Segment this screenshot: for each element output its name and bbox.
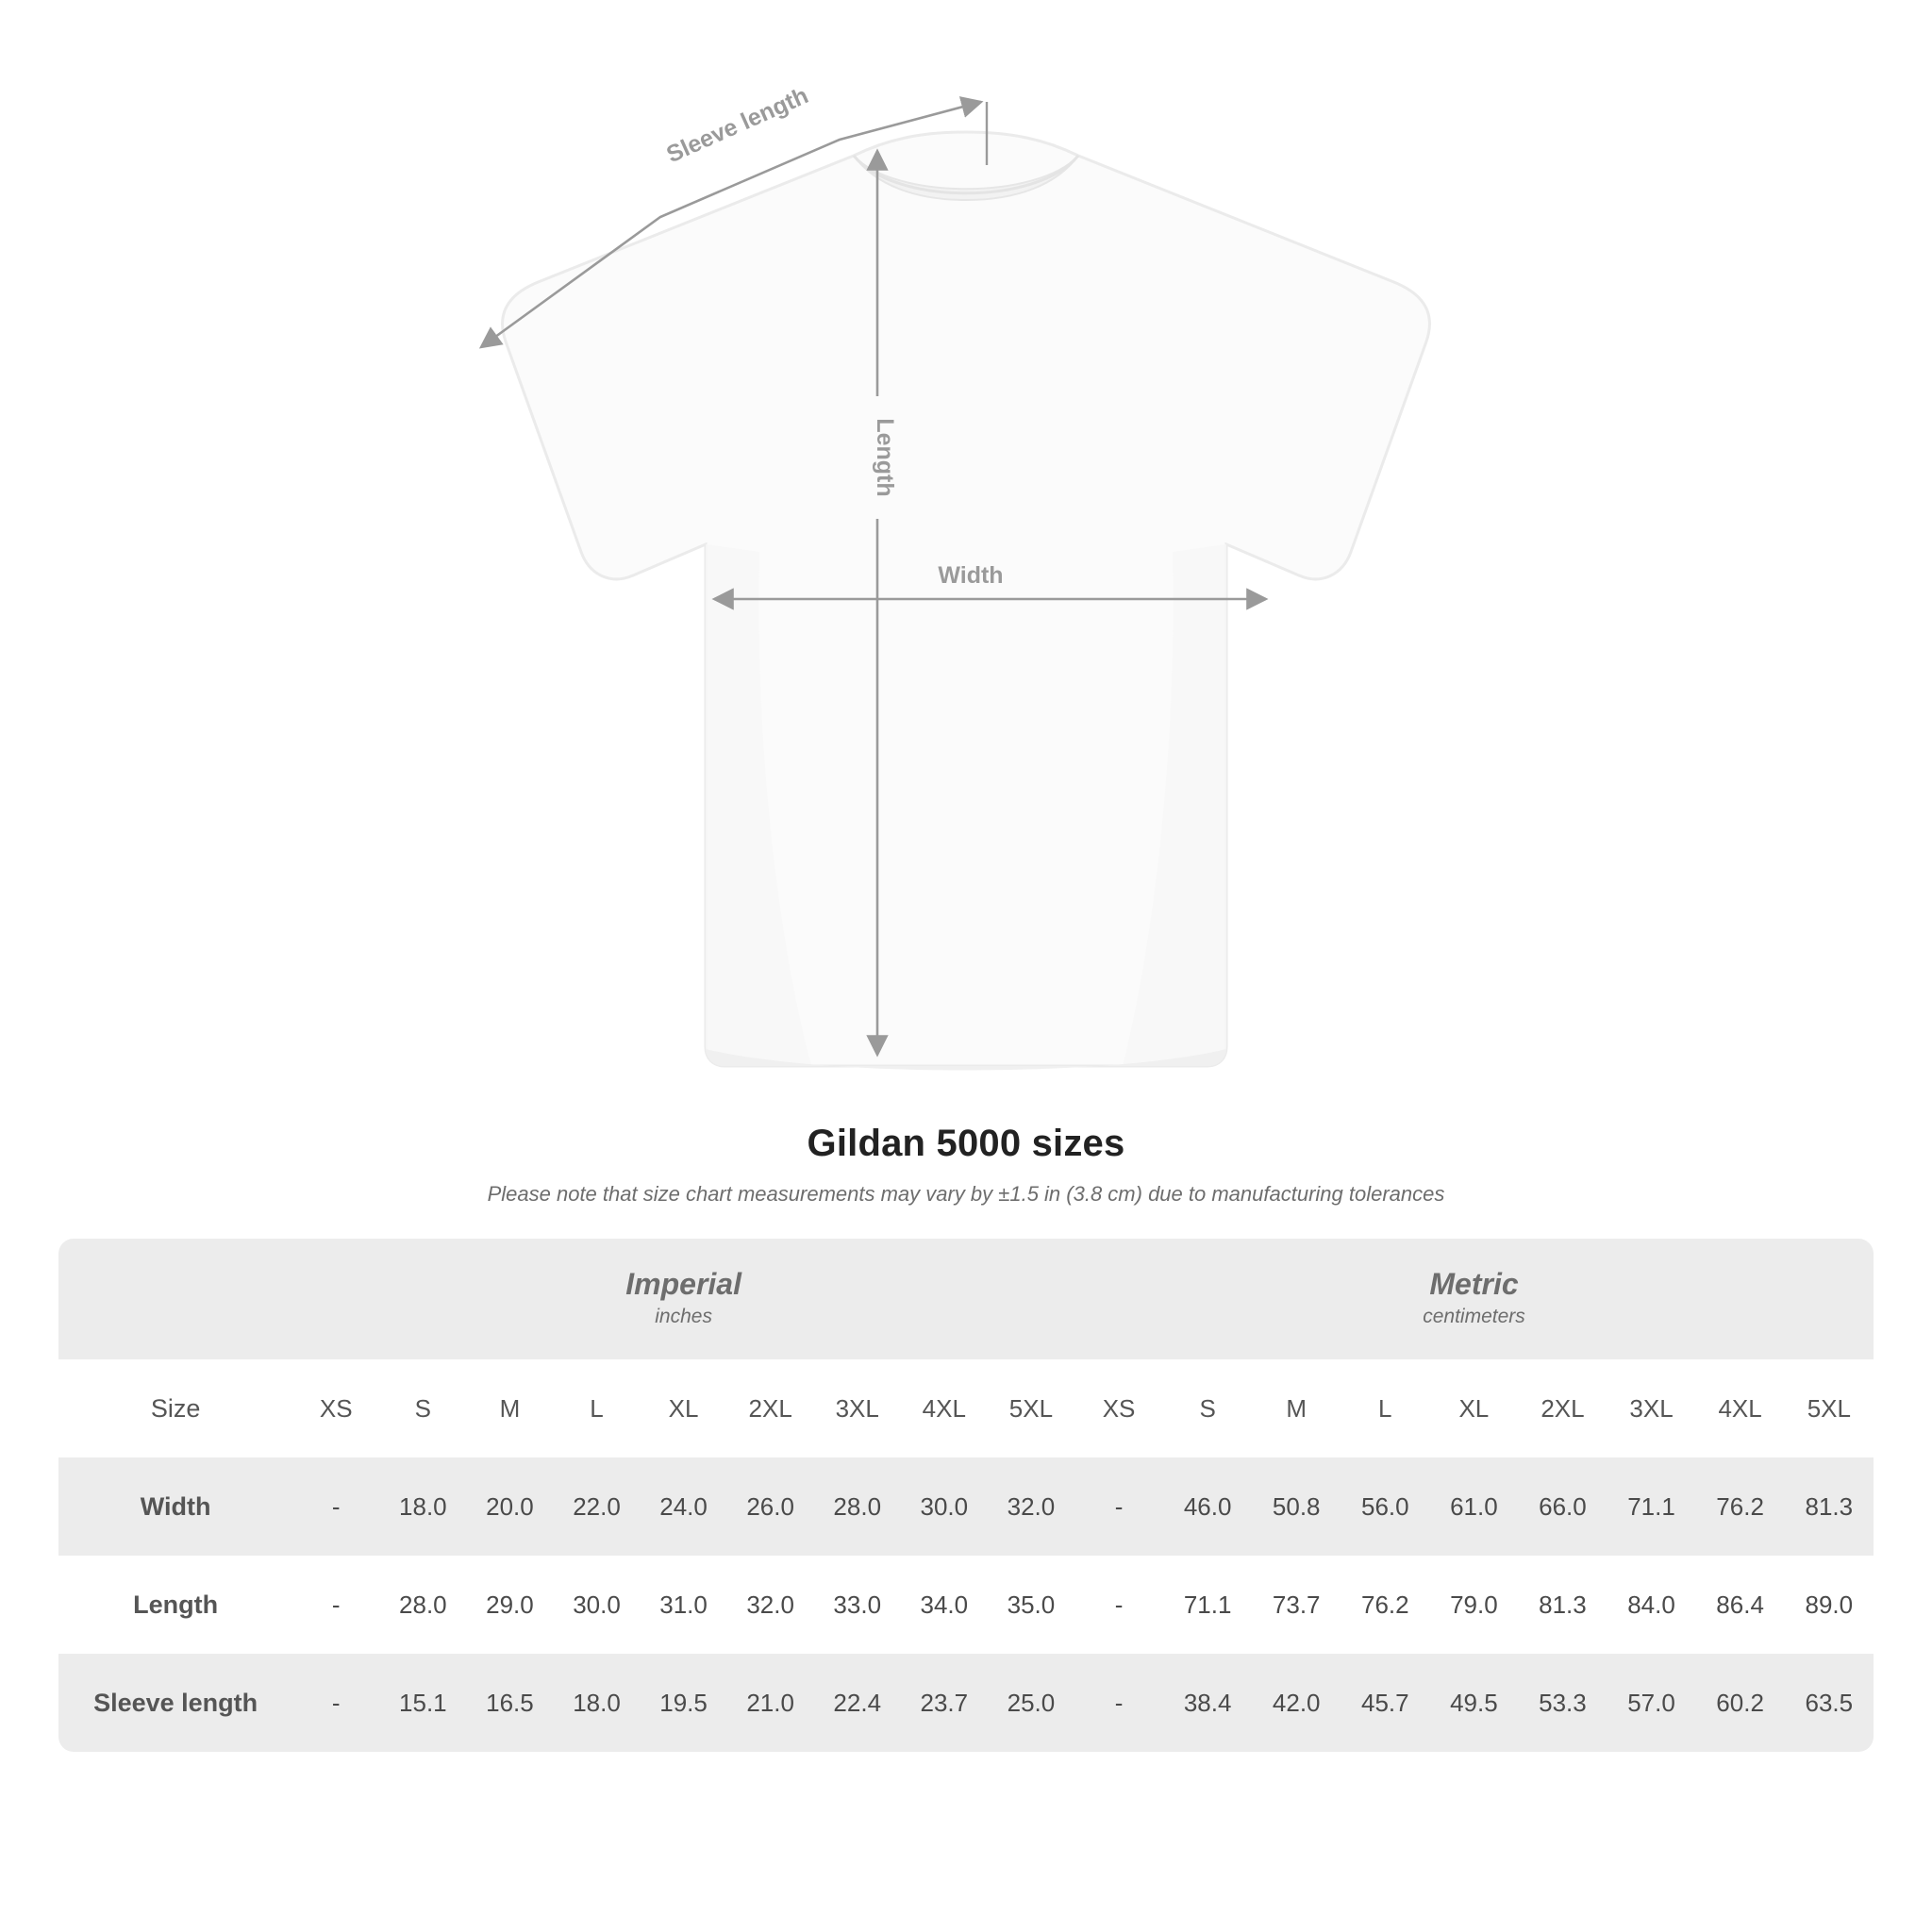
cell: 45.7 <box>1341 1654 1429 1752</box>
cell: 57.0 <box>1607 1654 1695 1752</box>
cell: 42.0 <box>1252 1654 1341 1752</box>
cell: 32.0 <box>727 1556 814 1654</box>
cell: 26.0 <box>727 1457 814 1556</box>
column-header: XL <box>641 1359 727 1457</box>
cell: 23.7 <box>901 1654 988 1752</box>
column-header: XS <box>1074 1359 1163 1457</box>
cell: 32.0 <box>988 1457 1074 1556</box>
cell: 15.1 <box>379 1654 466 1752</box>
unit-spacer <box>58 1239 292 1359</box>
cell: - <box>1074 1654 1163 1752</box>
row-label-width: Width <box>58 1457 292 1556</box>
cell: 33.0 <box>814 1556 901 1654</box>
column-header: L <box>1341 1359 1429 1457</box>
table-header-row <box>58 1359 1874 1457</box>
cell: - <box>1074 1556 1163 1654</box>
unit-metric-name: Metric <box>1429 1266 1519 1301</box>
cell: 46.0 <box>1163 1457 1252 1556</box>
column-header: 2XL <box>1518 1359 1607 1457</box>
cell: 30.0 <box>553 1556 640 1654</box>
cell: 63.5 <box>1785 1654 1874 1752</box>
cell: 50.8 <box>1252 1457 1341 1556</box>
size-table-wrapper <box>58 1239 1874 1752</box>
column-header: 3XL <box>1607 1359 1695 1457</box>
column-header: XL <box>1429 1359 1518 1457</box>
cell: - <box>1074 1457 1163 1556</box>
column-header: 4XL <box>901 1359 988 1457</box>
unit-group-metric <box>1074 1239 1874 1359</box>
cell: 30.0 <box>901 1457 988 1556</box>
unit-group-imperial <box>292 1239 1074 1359</box>
unit-imperial-name: Imperial <box>625 1266 741 1301</box>
column-header: XS <box>292 1359 379 1457</box>
cell: 53.3 <box>1518 1654 1607 1752</box>
chart-header <box>0 1123 1932 1207</box>
unit-imperial-sub: inches <box>655 1305 712 1327</box>
cell: 29.0 <box>466 1556 553 1654</box>
cell: 76.2 <box>1696 1457 1785 1556</box>
column-header: 4XL <box>1696 1359 1785 1457</box>
length-label: Length <box>872 418 898 497</box>
cell: 66.0 <box>1518 1457 1607 1556</box>
table-row <box>58 1457 1874 1556</box>
table-row <box>58 1556 1874 1654</box>
cell: 28.0 <box>814 1457 901 1556</box>
column-header: S <box>379 1359 466 1457</box>
cell: 31.0 <box>641 1556 727 1654</box>
column-header-size: Size <box>58 1359 292 1457</box>
cell: 56.0 <box>1341 1457 1429 1556</box>
cell: 28.0 <box>379 1556 466 1654</box>
cell: 21.0 <box>727 1654 814 1752</box>
row-label-sleeve-length: Sleeve length <box>58 1654 292 1752</box>
cell: 73.7 <box>1252 1556 1341 1654</box>
cell: 86.4 <box>1696 1556 1785 1654</box>
cell: 18.0 <box>553 1654 640 1752</box>
column-header: S <box>1163 1359 1252 1457</box>
cell: 16.5 <box>466 1654 553 1752</box>
cell: 81.3 <box>1518 1556 1607 1654</box>
cell: 71.1 <box>1163 1556 1252 1654</box>
column-header: L <box>553 1359 640 1457</box>
width-label: Width <box>938 562 1004 589</box>
row-label-length: Length <box>58 1556 292 1654</box>
cell: 60.2 <box>1696 1654 1785 1752</box>
table-row <box>58 1654 1874 1752</box>
column-header: 5XL <box>988 1359 1074 1457</box>
tshirt-shape <box>503 132 1430 1071</box>
cell: 35.0 <box>988 1556 1074 1654</box>
cell: 25.0 <box>988 1654 1074 1752</box>
cell: 18.0 <box>379 1457 466 1556</box>
unit-metric-sub: centimeters <box>1423 1305 1525 1327</box>
cell: - <box>292 1457 379 1556</box>
cell: - <box>292 1654 379 1752</box>
cell: 19.5 <box>641 1654 727 1752</box>
page-title: Gildan 5000 sizes <box>807 1123 1125 1164</box>
tolerance-note: Please note that size chart measurements may vary by ±1.5 in (3.8 cm) due to manufacturing tolerances <box>487 1182 1445 1206</box>
column-header: 2XL <box>727 1359 814 1457</box>
column-header: M <box>1252 1359 1341 1457</box>
cell: 22.4 <box>814 1654 901 1752</box>
cell: - <box>292 1556 379 1654</box>
column-header: M <box>466 1359 553 1457</box>
column-header: 3XL <box>814 1359 901 1457</box>
cell: 61.0 <box>1429 1457 1518 1556</box>
size-table <box>58 1239 1874 1752</box>
cell: 34.0 <box>901 1556 988 1654</box>
cell: 89.0 <box>1785 1556 1874 1654</box>
cell: 38.4 <box>1163 1654 1252 1752</box>
cell: 84.0 <box>1607 1556 1695 1654</box>
cell: 79.0 <box>1429 1556 1518 1654</box>
column-header: 5XL <box>1785 1359 1874 1457</box>
cell: 81.3 <box>1785 1457 1874 1556</box>
cell: 71.1 <box>1607 1457 1695 1556</box>
cell: 24.0 <box>641 1457 727 1556</box>
cell: 49.5 <box>1429 1654 1518 1752</box>
cell: 76.2 <box>1341 1556 1429 1654</box>
sleeve-length-label: Sleeve length <box>662 82 813 169</box>
cell: 22.0 <box>553 1457 640 1556</box>
unit-group-row <box>58 1239 1874 1359</box>
cell: 20.0 <box>466 1457 553 1556</box>
